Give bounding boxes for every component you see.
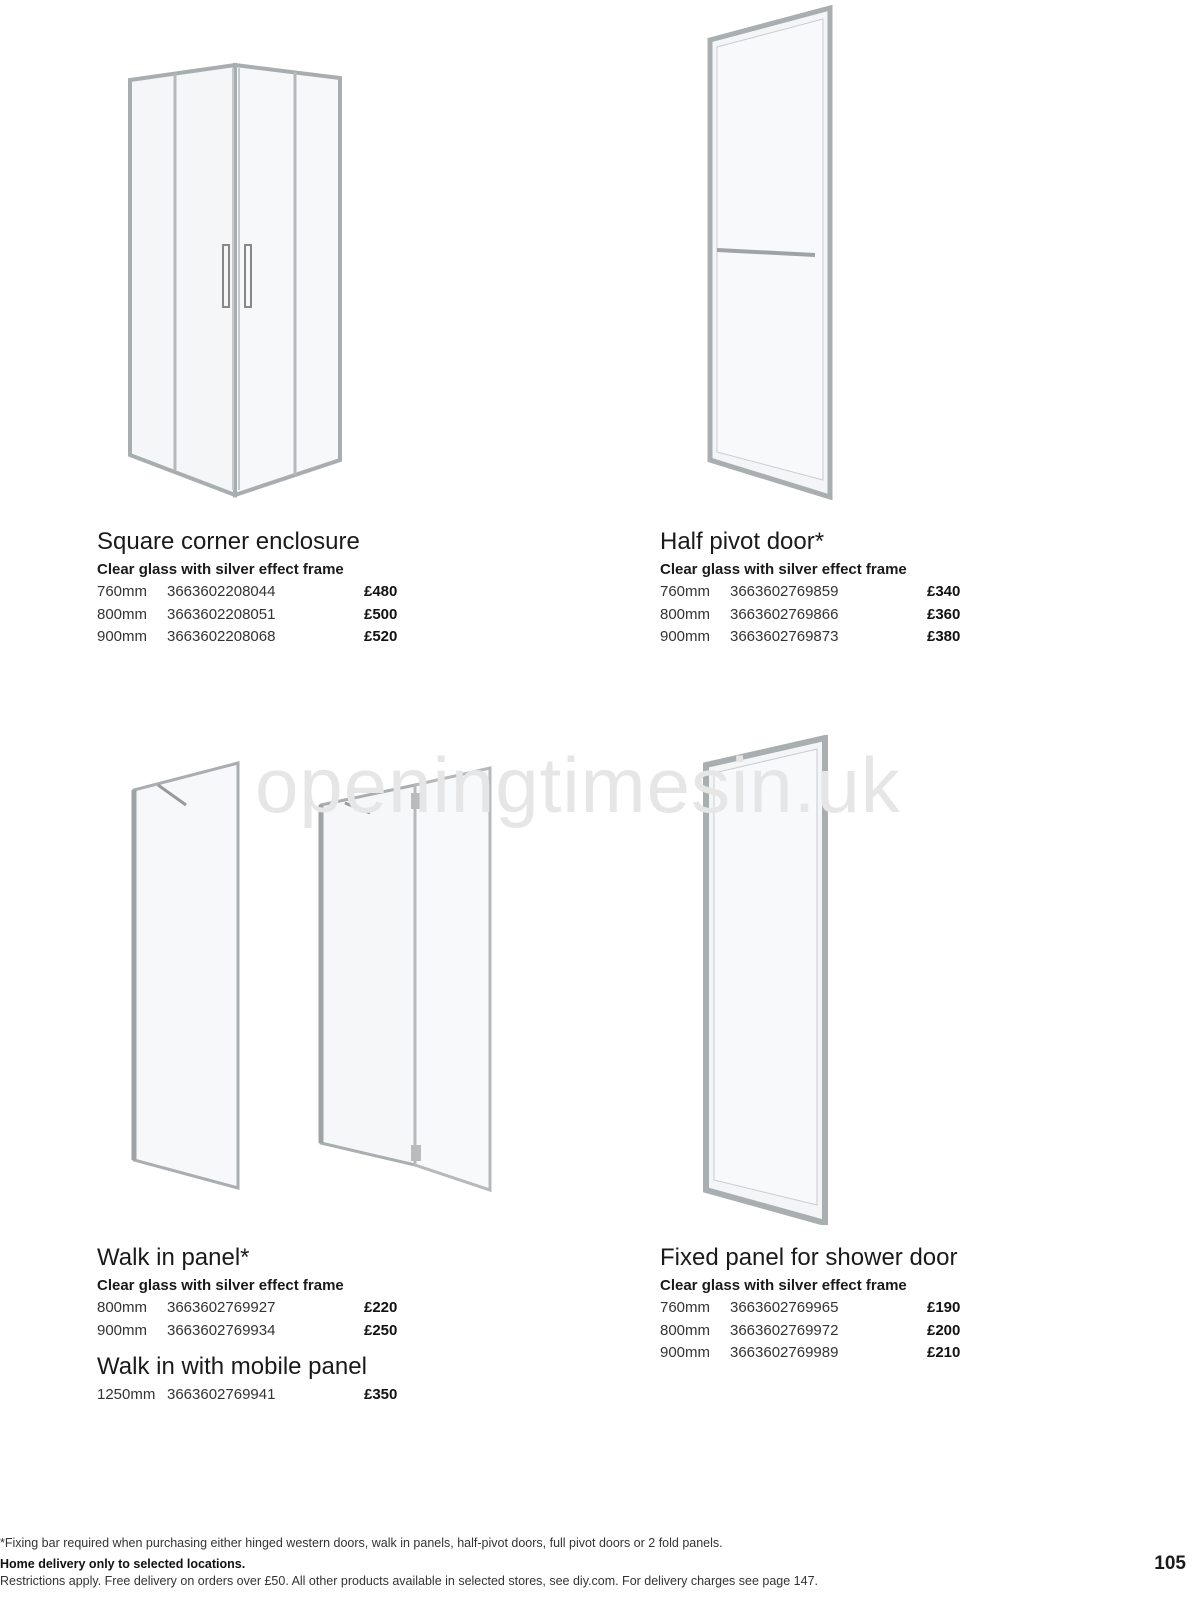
product-row: [97, 604, 457, 627]
walk-in-mobile-panel-image: [315, 765, 495, 1195]
size: 760mm: [660, 583, 711, 600]
price: £190: [927, 1299, 961, 1316]
product-walk-in-panel: [97, 1243, 457, 1342]
product-subtitle: Clear glass with silver effect frame: [97, 561, 344, 578]
delivery-restrictions: Restrictions apply. Free delivery on orders over £50. All other products available in selected stores, see diy.com. For delivery charges see page 147.: [0, 1574, 819, 1588]
price: £250: [364, 1321, 398, 1339]
product-code: 3663602769989: [730, 1344, 839, 1361]
product-code: 3663602769941: [167, 1386, 276, 1403]
product-row: [660, 1297, 1020, 1320]
size: 760mm: [660, 1299, 711, 1316]
size: 900mm: [660, 628, 711, 645]
size: 800mm: [660, 1321, 711, 1339]
page-number: 105: [1154, 1553, 1186, 1574]
size: 800mm: [97, 605, 148, 623]
product-code: 3663602769934: [167, 1321, 276, 1339]
size: 1250mm: [97, 1386, 156, 1403]
price: £500: [364, 605, 398, 623]
product-row: [660, 626, 1020, 649]
product-row: [97, 1384, 457, 1407]
product-square-corner-enclosure: [97, 527, 457, 649]
product-code: 3663602769927: [167, 1299, 276, 1316]
product-code: 3663602769972: [730, 1321, 839, 1339]
product-fixed-panel: [660, 1243, 1020, 1365]
half-pivot-door-image: [705, 5, 835, 500]
product-subtitle: Clear glass with silver effect frame: [660, 1277, 907, 1294]
product-row: [660, 1342, 1020, 1365]
product-row: [660, 581, 1020, 604]
product-title: Half pivot door*: [660, 528, 825, 555]
product-row: [97, 626, 457, 649]
price: £360: [927, 605, 961, 623]
walk-in-panel-image: [128, 760, 243, 1190]
price: £220: [364, 1299, 398, 1316]
price: £520: [364, 628, 398, 645]
footnote: *Fixing bar required when purchasing either hinged western doors, walk in panels, half-pivot doors, full pivot doors or 2 fold panels.: [0, 1536, 723, 1550]
product-row: [97, 1320, 457, 1343]
product-subtitle: Clear glass with silver effect frame: [97, 1277, 344, 1294]
product-code: 3663602208044: [167, 583, 276, 600]
price: £480: [364, 583, 398, 600]
product-title: Walk in with mobile panel: [97, 1353, 367, 1380]
delivery-heading: Home delivery only to selected locations.: [0, 1557, 246, 1571]
price: £340: [927, 583, 961, 600]
watermark: openingtimesin.uk: [255, 741, 901, 829]
size: 900mm: [97, 1321, 148, 1339]
size: 800mm: [660, 605, 711, 623]
product-row: [97, 1297, 457, 1320]
product-code: 3663602208068: [167, 628, 276, 645]
product-title: Square corner enclosure: [97, 528, 360, 555]
product-half-pivot-door: [660, 527, 1020, 649]
product-title: Fixed panel for shower door: [660, 1244, 958, 1271]
price: £350: [364, 1386, 398, 1403]
size: 900mm: [97, 628, 148, 645]
price: £200: [927, 1321, 961, 1339]
product-row: [97, 581, 457, 604]
product-row: [660, 1320, 1020, 1343]
size: 900mm: [660, 1344, 711, 1361]
product-code: 3663602769859: [730, 583, 839, 600]
product-subtitle: Clear glass with silver effect frame: [660, 561, 907, 578]
product-walk-in-mobile-panel: [97, 1352, 457, 1407]
square-corner-enclosure-image: [125, 60, 355, 500]
price: £380: [927, 628, 961, 645]
product-title: Walk in panel*: [97, 1244, 250, 1271]
size: 760mm: [97, 583, 148, 600]
product-code: 3663602769866: [730, 605, 839, 623]
product-row: [660, 604, 1020, 627]
fixed-panel-image: [700, 735, 835, 1225]
product-code: 3663602208051: [167, 605, 276, 623]
product-code: 3663602769965: [730, 1299, 839, 1316]
price: £210: [927, 1344, 961, 1361]
product-code: 3663602769873: [730, 628, 839, 645]
size: 800mm: [97, 1299, 148, 1316]
